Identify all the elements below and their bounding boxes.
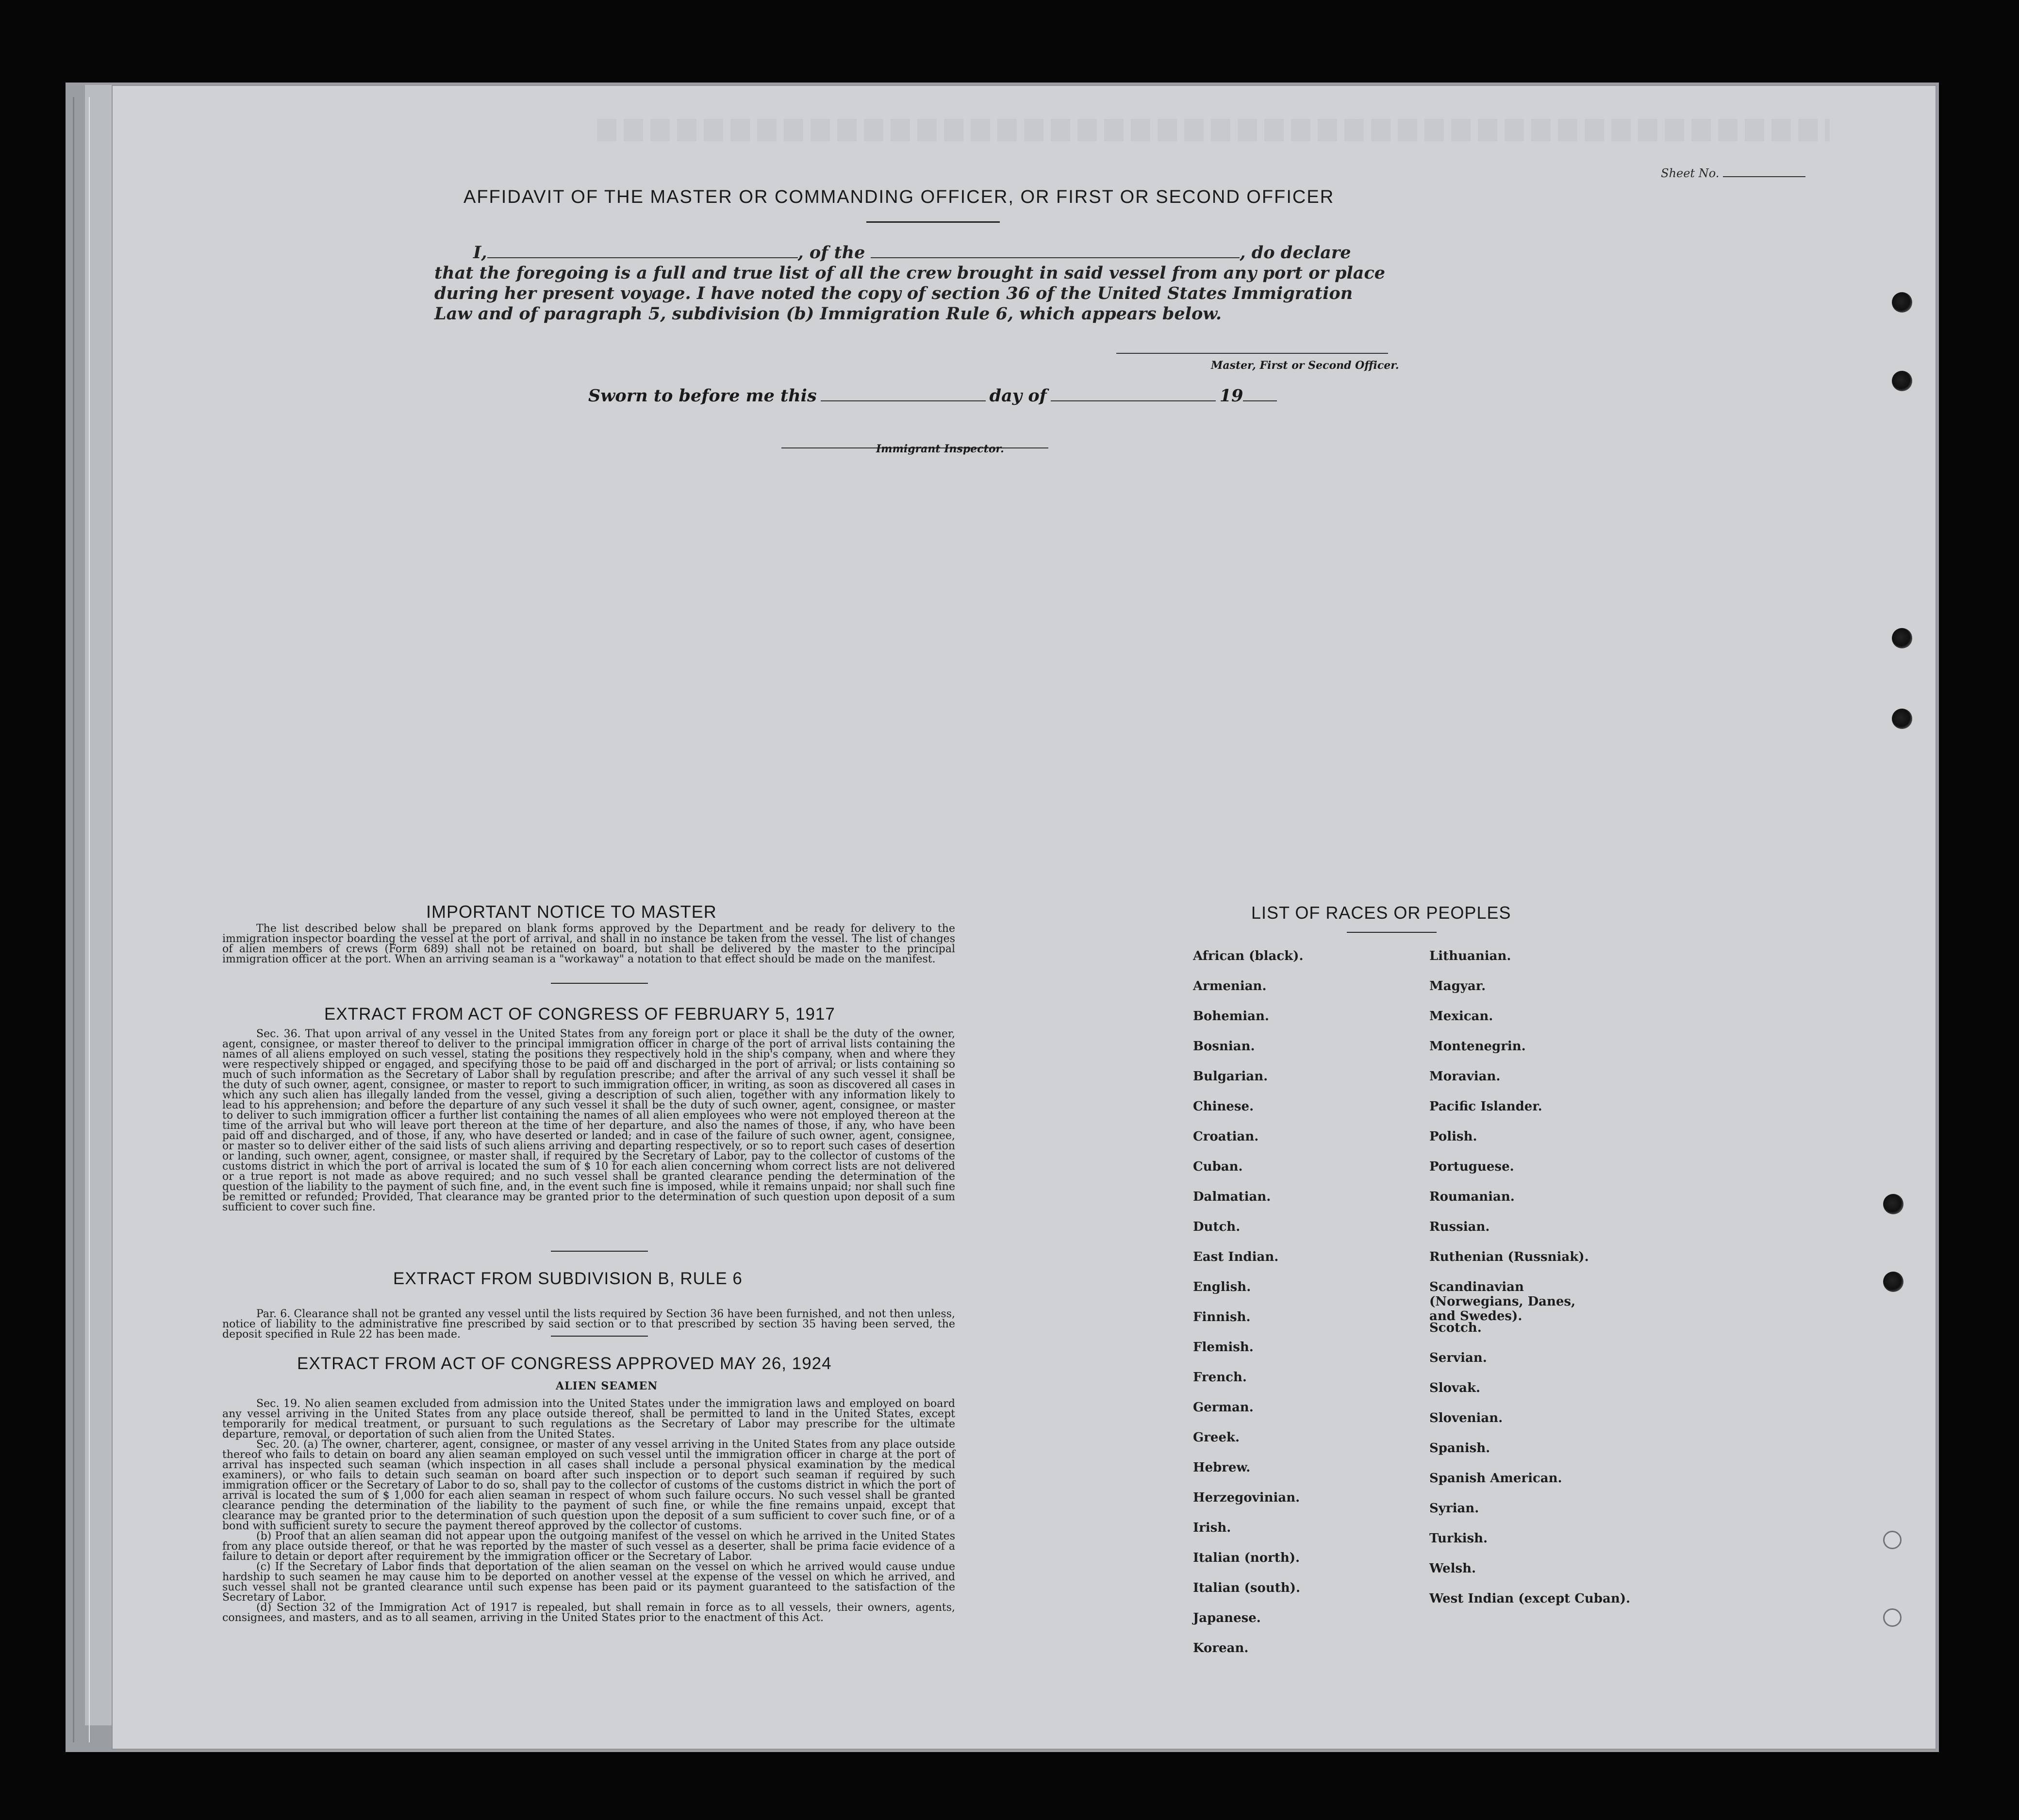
sheet-number-line xyxy=(1723,176,1805,177)
race-item: East Indian. xyxy=(1193,1250,1279,1264)
race-item: Moravian. xyxy=(1429,1069,1501,1084)
race-item: Welsh. xyxy=(1429,1561,1476,1576)
sworn-day-field[interactable] xyxy=(821,400,986,401)
notice-body xyxy=(222,924,955,964)
race-item: Scotch. xyxy=(1429,1321,1482,1335)
binder-hole xyxy=(1883,1608,1902,1627)
section-20b-paragraph: (b) Proof that an alien seaman did not appear upon the outgoing manifest of the vessel on which he arrived in the United States from any place outside thereof, or that he was reported by the master of such vessel as a deserter, shall be prima facie evidence of a failure to detain or deport after requirement by the immigration officer or the Secretary of Labor. xyxy=(222,1530,955,1563)
signature-line[interactable] xyxy=(1116,353,1388,354)
race-item: Scandinavian (Norwegians, Danes, and Swedes). xyxy=(1429,1280,1576,1324)
race-item: Mexican. xyxy=(1429,1009,1493,1024)
race-item: Bosnian. xyxy=(1193,1039,1255,1054)
section-20d-paragraph: (d) Section 32 of the Immigration Act of 1917 is repealed, but shall remain in force as to all vessels, their owners, agents, consignees, and masters, and as to all seamen, arriving in the United States prior to the enactment of this Act. xyxy=(222,1602,955,1624)
affidavit-title-rule xyxy=(866,221,1000,223)
binder-hole xyxy=(1883,1531,1902,1549)
race-item: English. xyxy=(1193,1280,1251,1294)
sheet-number xyxy=(1661,166,1805,180)
race-item: Magyar. xyxy=(1429,979,1486,993)
vessel-name-field[interactable] xyxy=(871,257,1240,258)
race-item: Dutch. xyxy=(1193,1220,1241,1234)
affidavit-of-the: , of the xyxy=(797,243,865,263)
race-item: Slovak. xyxy=(1429,1381,1481,1395)
binder-hole xyxy=(1883,1272,1903,1292)
race-item: Korean. xyxy=(1193,1641,1249,1655)
binder-hole xyxy=(1892,628,1912,648)
master-name-field[interactable] xyxy=(487,257,798,258)
inspector-label: Immigrant Inspector. xyxy=(876,443,1004,455)
race-item: Servian. xyxy=(1429,1351,1487,1365)
extract-1924-subtitle: ALIEN SEAMEN xyxy=(556,1380,658,1392)
race-item: Japanese. xyxy=(1193,1611,1261,1625)
sworn-year-field[interactable] xyxy=(1243,400,1277,401)
race-item: Italian (north). xyxy=(1193,1551,1300,1565)
affidavit-do-declare: , do declare xyxy=(1240,243,1351,263)
race-item: French. xyxy=(1193,1370,1247,1385)
binder-hole xyxy=(1892,371,1912,391)
race-item: Turkish. xyxy=(1429,1531,1488,1546)
race-item: Lithuanian. xyxy=(1429,949,1511,963)
race-item: Roumanian. xyxy=(1429,1190,1515,1204)
race-item: Bulgarian. xyxy=(1193,1069,1268,1084)
binder-hole xyxy=(1883,1194,1903,1214)
race-item: Flemish. xyxy=(1193,1340,1254,1355)
race-item: Hebrew. xyxy=(1193,1460,1251,1475)
affidavit-i: I, xyxy=(473,243,487,263)
race-item: Italian (south). xyxy=(1193,1581,1301,1595)
race-item: Syrian. xyxy=(1429,1501,1479,1516)
race-item: Slovenian. xyxy=(1429,1411,1503,1425)
sheet-number-label: Sheet No. xyxy=(1661,166,1720,180)
race-item: Greek. xyxy=(1193,1430,1240,1445)
extract-rule6-body xyxy=(222,1309,955,1340)
races-title: LIST OF RACES OR PEOPLES xyxy=(1251,903,1511,923)
race-item: Bohemian. xyxy=(1193,1009,1269,1024)
extract-rule6-title: EXTRACT FROM SUBDIVISION B, RULE 6 xyxy=(393,1269,743,1288)
extract-1917-body xyxy=(222,1029,955,1212)
race-item: West Indian (except Cuban). xyxy=(1429,1591,1631,1606)
section-20c-paragraph: (c) If the Secretary of Labor finds that deportation of the alien seaman on the vessel on which he arrived would cause undue hardship to such seamen he may cause him to be deported on another vessel at the expense of the vessel on which he arrived, and such vessel shall not be granted clearance until such expense has been paid or its payment guaranteed to the satisfaction of the Secretary of Labor. xyxy=(222,1561,955,1604)
binder-edge xyxy=(73,97,90,1742)
affidavit-body: that the foregoing is a full and true list of all the crew brought in said vessel from any port or place during her present voyage. I have noted the copy of section 36 of the United States Immigration Law and of paragraph 5, subdivision (b) Immigration Rule 6, which appears below. xyxy=(434,263,1386,324)
bleed-through-header xyxy=(597,119,1830,141)
races-column-2 xyxy=(1429,949,1631,1621)
race-item: Finnish. xyxy=(1193,1310,1251,1324)
section-19-paragraph: Sec. 19. No alien seamen excluded from admission into the United States under the immigration laws and employed on board any vessel arriving in the United States from any place outside thereof, shall be permitted to land in the United States, except temporarily for medical treatment, or pursuant to such regulations as the Secretary of Labor may prescribe for the ultimate departure, removal, or deportation of such alien from the United States. xyxy=(222,1398,955,1440)
race-item: Spanish. xyxy=(1429,1441,1490,1456)
notice-paragraph: The list described below shall be prepared on blank forms approved by the Department and be ready for delivery to the immigration inspector boarding the vessel at the port of arrival, and shall in no instance be taken from the vessel. The list of changes of alien members of crews (Form 689) shall not be retained on board, but shall be delivered by the master to the principal immigration officer at the port. When an arriving seaman is a "workaway" a notation to that effect should be made on the manifest. xyxy=(222,923,955,965)
affidavit-title: AFFIDAVIT OF THE MASTER OR COMMANDING OFFICER, OR FIRST OR SECOND OFFICER xyxy=(463,187,1335,207)
race-item: Polish. xyxy=(1429,1129,1477,1144)
race-item: Chinese. xyxy=(1193,1099,1254,1114)
extract-rule6-rule xyxy=(551,1336,648,1337)
notice-rule xyxy=(551,983,648,984)
sworn-year-prefix: 19 xyxy=(1219,386,1243,406)
sworn-line xyxy=(588,386,1277,406)
race-item: Russian. xyxy=(1429,1220,1490,1234)
section-36-paragraph: Sec. 36. That upon arrival of any vessel in the United States from any foreign port or place it shall be the duty of the owner, agent, consignee, or master thereof to deliver to the principal immigration officer in charge of the port of arrival lists containing the names of all aliens employed on such vessel, stating the positions they respectively hold in the ship's company, when and where they were respectively shipped or engaged, and specifying those to be paid off and discharged in the port of arrival; or lists containing so much of such information as the Secretary of Labor shall by regulation prescribe; and after the arrival of any such vessel it shall be the duty of such owner, agent, consignee, or master to report to such immigration officer, in writing, as soon as discovered all cases in which any such alien has illegally landed from the vessel, giving a description of such alien, together with any information likely to lead to his apprehension; and before the departure of any such vessel it shall be the duty of such owner, agent, consignee, or master to deliver to such immigration officer a further list containing the names of all alien employees who were not employed thereon at the time of the arrival but who will leave port thereon at the time of her departure, and also the names of those, if any, who have been paid off and discharged, and of those, if any, who have deserted or landed; and in case of the failure of such owner, agent, consignee, or master so to deliver either of the said lists of such aliens arriving and departing respectively, or so to report such cases of desertion or landing, such owner, agent, consignee, or master shall, if required by the Secretary of Labor, pay to the collector of customs of the customs district in which the port of arrival is located the sum of $ 10 for each alien concerning whom correct lists are not delivered or a true report is not made as above required; and no such vessel shall be granted clearance pending the determination of the question of the liability to the payment of such fine, and, in the event such fine is imposed, while it remains unpaid; nor shall such fine be remitted or refunded; Provided, That clearance may be granted prior to the determination of such question upon deposit of a sum sufficient to cover such fine. xyxy=(222,1028,955,1213)
race-item: Armenian. xyxy=(1193,979,1267,993)
notice-title: IMPORTANT NOTICE TO MASTER xyxy=(426,902,717,922)
extract-1917-title: EXTRACT FROM ACT OF CONGRESS OF FEBRUARY 5, 1917 xyxy=(324,1005,835,1024)
race-item: German. xyxy=(1193,1400,1254,1415)
race-item: Pacific Islander. xyxy=(1429,1099,1542,1114)
races-title-rule xyxy=(1347,932,1437,933)
signature-label: Master, First or Second Officer. xyxy=(1211,359,1399,372)
race-item: Cuban. xyxy=(1193,1159,1243,1174)
binder-hole xyxy=(1892,292,1912,313)
race-item: Portuguese. xyxy=(1429,1159,1514,1174)
race-item: Herzegovinian. xyxy=(1193,1490,1300,1505)
binder-hole xyxy=(1892,709,1912,729)
extract-1924-body xyxy=(222,1399,955,1623)
race-item: Dalmatian. xyxy=(1193,1190,1271,1204)
race-item: Spanish American. xyxy=(1429,1471,1562,1486)
race-item: Irish. xyxy=(1193,1521,1231,1535)
affidavit-declaration xyxy=(434,243,1395,324)
extract-1924-title: EXTRACT FROM ACT OF CONGRESS APPROVED MAY 26, 1924 xyxy=(297,1354,832,1373)
race-item: Montenegrin. xyxy=(1429,1039,1526,1054)
extract-1917-rule xyxy=(551,1251,648,1252)
races-column-1 xyxy=(1193,949,1397,1671)
section-20a-paragraph: Sec. 20. (a) The owner, charterer, agent, consignee, or master of any vessel arriving in the United States from any place outside thereof who fails to detain on board any alien seaman employed on such vessel until the immigration officer in charge at the port of arrival has inspected such seaman (which inspection in all cases shall include a personal physical examination by the medical examiners), or who fails to detain such seaman on board after such inspection or to deport such seaman if required by such immigration officer or the Secretary of Labor to do so, shall pay to the collector of customs of the customs district in which the port of arrival is located the sum of $ 1,000 for each alien seaman in respect of whom such failure occurs. No such vessel shall be granted clearance pending the determination of the liability to the payment of such fine, or while the fine remains unpaid, except that clearance may be granted prior to the determination of such question upon the deposit of a sum sufficient to cover such fine, or of a bond with sufficient surety to secure the payment thereof approved by the collector of customs. xyxy=(222,1439,955,1532)
sworn-text: Sworn to before me this xyxy=(588,386,817,406)
sworn-day-of: day of xyxy=(989,386,1047,406)
race-item: Ruthenian (Russniak). xyxy=(1429,1250,1589,1264)
race-item: Croatian. xyxy=(1193,1129,1259,1144)
sworn-month-field[interactable] xyxy=(1051,400,1216,401)
rule6-paragraph: Par. 6. Clearance shall not be granted any vessel until the lists required by Section 36 have been furnished, and not then unless, notice of liability to the administrative fine prescribed by said section or to that prescribed by section 35 having been served, the deposit specified in Rule 22 has been made. xyxy=(222,1308,955,1340)
race-item: African (black). xyxy=(1193,949,1304,963)
